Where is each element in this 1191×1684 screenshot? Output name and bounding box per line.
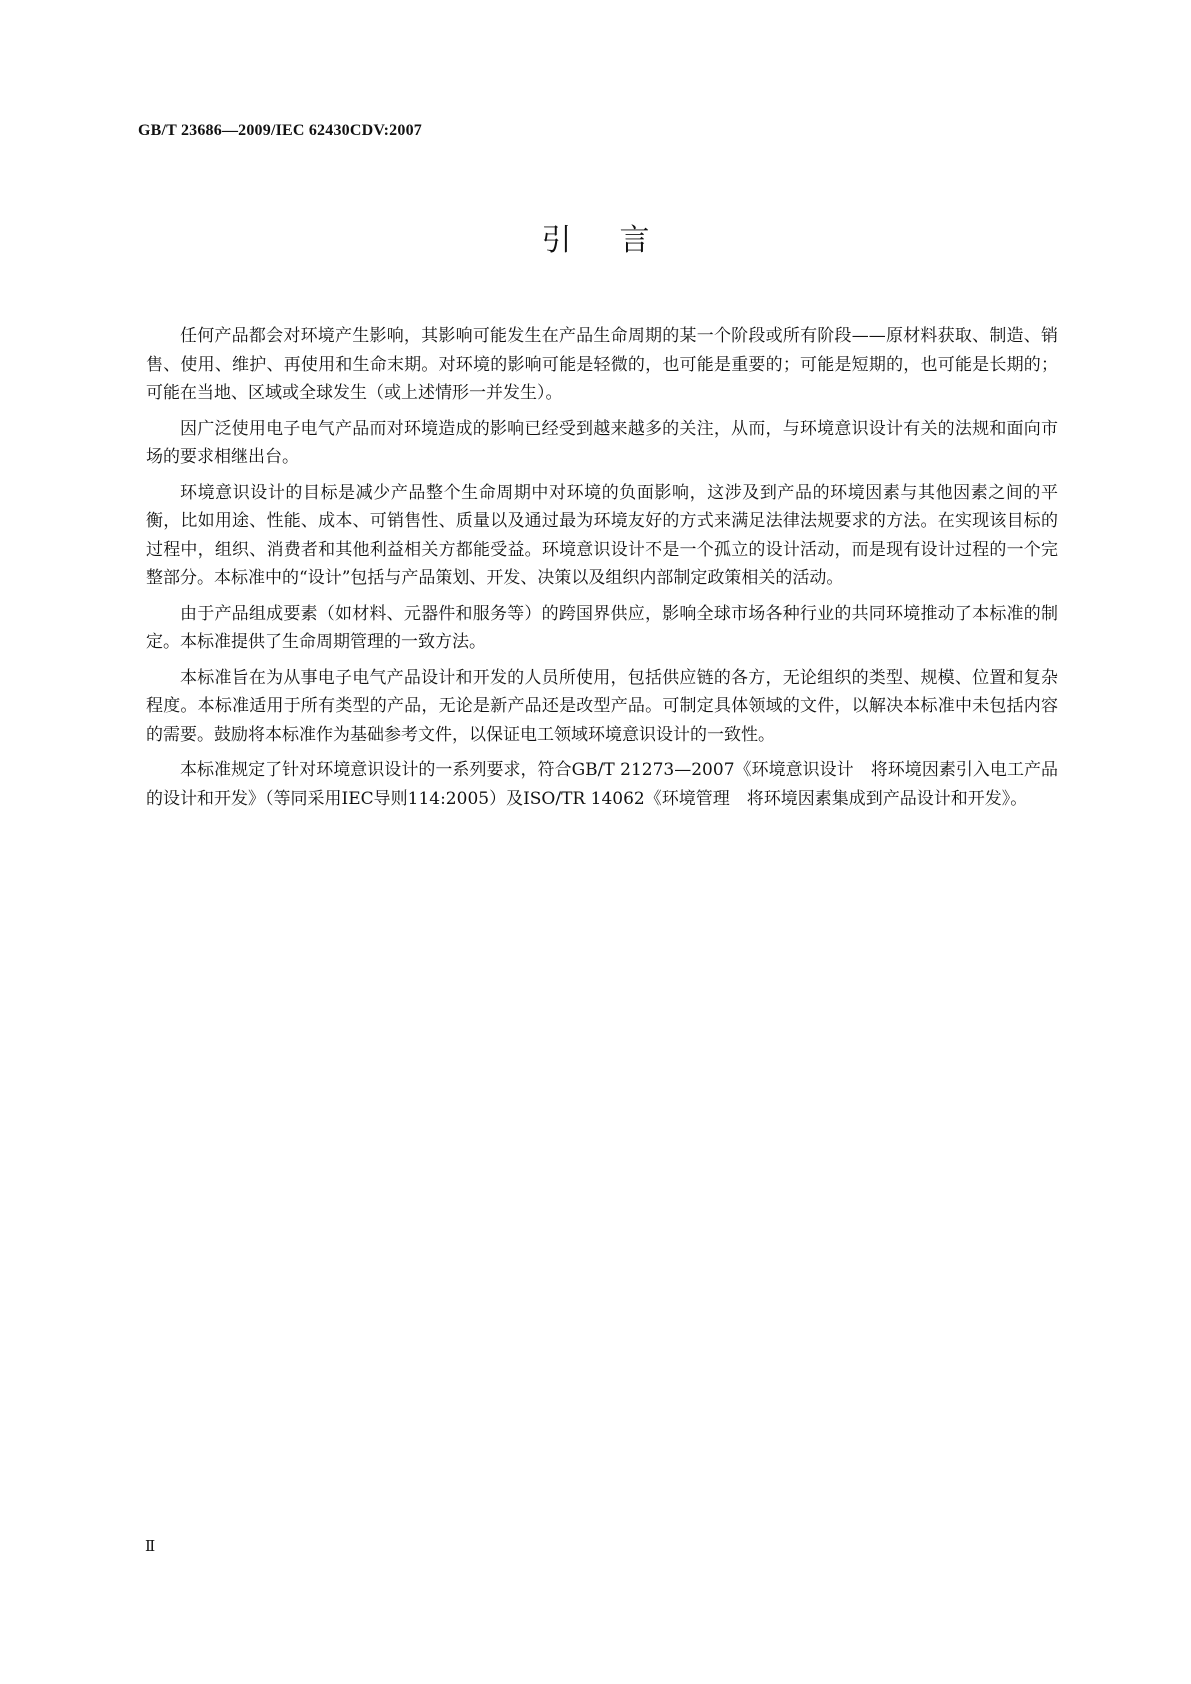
- paragraph-3: 环境意识设计的目标是减少产品整个生命周期中对环境的负面影响，这涉及到产品的环境因素与其他因素之间的平衡，比如用途、性能、成本、可销售性、质量以及通过最为环境友好的方式来满足法律法规要求的方法。在实现该目标的过程中，组织、消费者和其他利益相关方都能受益。环境意识设计不是一个孤立的设计活动，而是现有设计过程的一个完整部分。本标准中的“设计”包括与产品策划、开发、决策以及组织内部制定政策相关的活动。: [146, 482, 1058, 588]
- paragraph-5: 本标准旨在为从事电子电气产品设计和开发的人员所使用，包括供应链的各方，无论组织的类型、规模、位置和复杂程度。本标准适用于所有类型的产品，无论是新产品还是改型产品。可制定具体领域的文件，以解决本标准中未包括内容的需要。鼓励将本标准作为基础参考文件，以保证电工领域环境意识设计的一致性。: [146, 667, 1058, 745]
- page-number: Ⅱ: [145, 1539, 156, 1555]
- paragraph-6: 本标准规定了针对环境意识设计的一系列要求，符合GB/T 21273—2007《环境意识设计 将环境因素引入电工产品的设计和开发》（等同采用IEC导则114:2005）及ISO/TR 14062《环境管理 将环境因素集成到产品设计和开发》。: [146, 760, 1058, 809]
- paragraph-1: 任何产品都会对环境产生影响，其影响可能发生在产品生命周期的某一个阶段或所有阶段——原材料获取、制造、销售、使用、维护、再使用和生命末期。对环境的影响可能是轻微的，也可能是重要的；可能是短期的，也可能是长期的；可能在当地、区域或全球发生（或上述情形一并发生）。: [146, 326, 1058, 403]
- standard-code-header: GB/T 23686—2009/IEC 62430CDV:2007: [138, 122, 422, 139]
- paragraph-2: 因广泛使用电子电气产品而对环境造成的影响已经受到越来越多的关注，从而，与环境意识设计有关的法规和面向市场的要求相继出台。: [146, 418, 1058, 467]
- page-title: 引言: [541, 223, 698, 258]
- body-text: [146, 322, 1058, 820]
- paragraph-4: 由于产品组成要素（如材料、元器件和服务等）的跨国界供应，影响全球市场各种行业的共同环境推动了本标准的制定。本标准提供了生命周期管理的一致方法。: [146, 603, 1058, 652]
